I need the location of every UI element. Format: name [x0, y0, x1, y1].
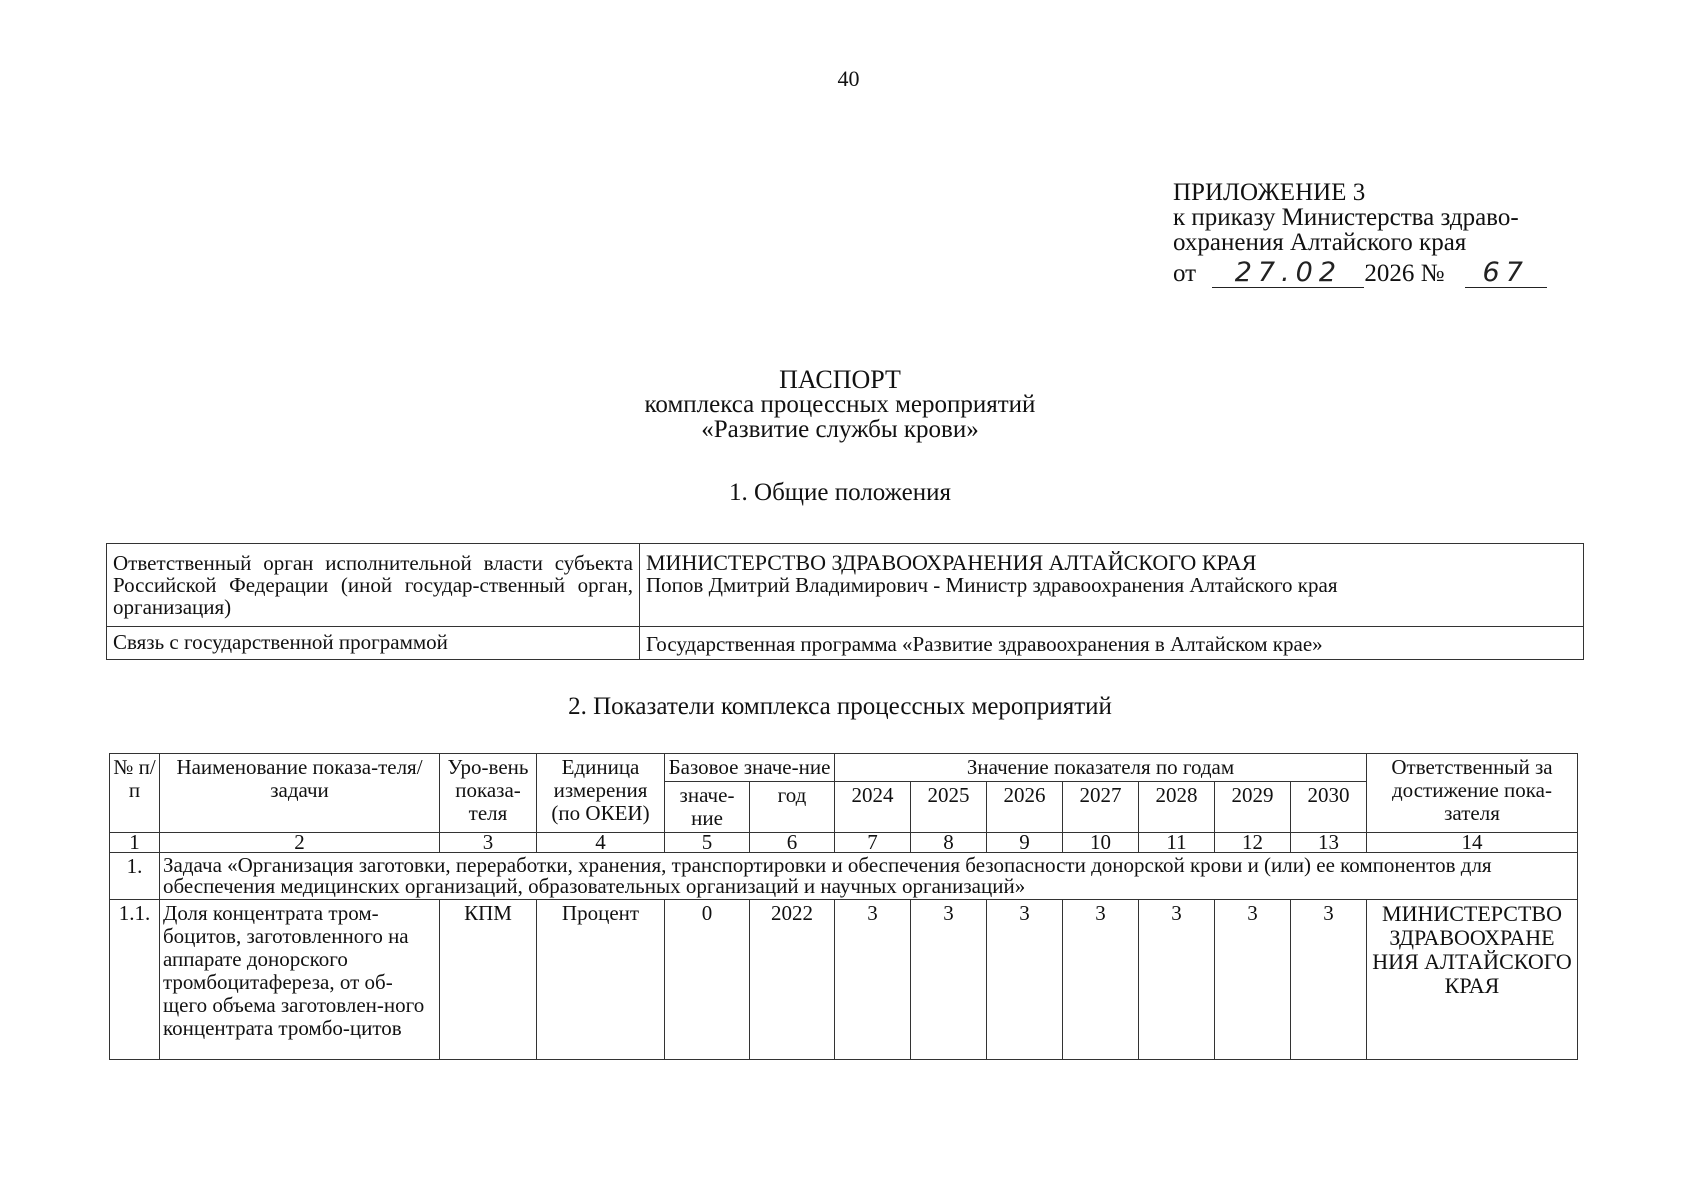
- header-base-year: год: [750, 782, 835, 833]
- handwritten-date: 27.02: [1212, 259, 1364, 288]
- column-number: 4: [537, 833, 665, 853]
- indicator-value-2028: 3: [1139, 900, 1215, 1060]
- column-numbers-row: [110, 833, 1578, 853]
- header-year-2024: 2024: [835, 782, 911, 833]
- ministry-name: МИНИСТЕРСТВО ЗДРАВООХРАНЕНИЯ АЛТАЙСКОГО КРАЯ: [646, 550, 1257, 575]
- indicator-name: Доля концентрата тром-боцитов, заготовленного на аппарате донорского тромбоцитафереза, от об-щего объема заготовлен-ного концентрата тромбо-цитов: [160, 900, 440, 1060]
- column-number: 8: [911, 833, 987, 853]
- column-number: 13: [1291, 833, 1367, 853]
- passport-title-block: [0, 367, 1680, 442]
- indicator-value-2030: 3: [1291, 900, 1367, 1060]
- indicator-num: 1.1.: [110, 900, 160, 1060]
- indicator-responsible: МИНИСТЕРСТВО ЗДРАВООХРАНЕ НИЯ АЛТАЙСКОГО КРАЯ: [1367, 900, 1578, 1060]
- section-1-title: 1. Общие положения: [729, 479, 951, 506]
- responsible-body-label: Ответственный орган исполнительной власти субъекта Российской Федерации (иной государ-ственный орган, организация): [107, 544, 640, 627]
- appendix-line-1: к приказу Министерства здраво-: [1173, 204, 1519, 231]
- indicator-value-2027: 3: [1063, 900, 1139, 1060]
- indicator-row: [110, 900, 1578, 1060]
- header-year-2030: 2030: [1291, 782, 1367, 833]
- header-name: Наименование показа-теля/задачи: [160, 754, 440, 833]
- header-year-2027: 2027: [1063, 782, 1139, 833]
- task-row: [110, 853, 1578, 900]
- minister-name: Попов Дмитрий Владимирович - Министр здравоохранения Алтайского края: [646, 573, 1338, 597]
- column-number: 3: [440, 833, 537, 853]
- section-2-title: 2. Показатели комплекса процессных мероприятий: [568, 693, 1112, 720]
- from-label: от: [1173, 260, 1197, 287]
- column-number: 2: [160, 833, 440, 853]
- appendix-line-2: охранения Алтайского края: [1173, 229, 1467, 256]
- indicator-value-2025: 3: [911, 900, 987, 1060]
- column-number: 6: [750, 833, 835, 853]
- passport-title: ПАСПОРТ: [779, 365, 901, 394]
- indicator-level: КПМ: [440, 900, 537, 1060]
- header-year-2028: 2028: [1139, 782, 1215, 833]
- indicator-unit: Процент: [537, 900, 665, 1060]
- indicator-value-2024: 3: [835, 900, 911, 1060]
- column-number: 10: [1063, 833, 1139, 853]
- indicator-value-2029: 3: [1215, 900, 1291, 1060]
- table-row: [107, 627, 1584, 660]
- column-number: 7: [835, 833, 911, 853]
- table-header-row: [110, 754, 1578, 782]
- handwritten-number: 67: [1465, 259, 1547, 288]
- header-num: № п/п: [110, 754, 160, 833]
- column-number: 9: [987, 833, 1063, 853]
- header-by-years: Значение показателя по годам: [835, 754, 1367, 782]
- program-link-value: Государственная программа «Развитие здравоохранения в Алтайском крае»: [640, 627, 1584, 660]
- program-link-label: Связь с государственной программой: [107, 627, 640, 660]
- column-number: 1: [110, 833, 160, 853]
- column-number: 11: [1139, 833, 1215, 853]
- header-year-2026: 2026: [987, 782, 1063, 833]
- indicator-base-value: 0: [665, 900, 750, 1060]
- passport-subtitle-2: «Развитие службы крови»: [701, 416, 979, 443]
- task-text: Задача «Организация заготовки, переработки, хранения, транспортировки и обеспечения безопасности донорской крови и (или) ее компонентов для обеспечения медицинских организаций, образовательных организаций и научных организаций»: [160, 853, 1578, 900]
- appendix-block: [1173, 180, 1547, 288]
- header-base-value: значе-ние: [665, 782, 750, 833]
- column-number: 5: [665, 833, 750, 853]
- header-unit: Единица измерения (по ОКЕИ): [537, 754, 665, 833]
- passport-subtitle-1: комплекса процессных мероприятий: [644, 391, 1036, 418]
- header-base: Базовое значе-ние: [665, 754, 835, 782]
- responsible-body-value: [640, 544, 1584, 627]
- year-number-label: 2026 №: [1364, 260, 1445, 287]
- table-row: [107, 544, 1584, 627]
- appendix-date-line: [1173, 259, 1547, 288]
- page-number: 40: [837, 66, 860, 91]
- header-year-2029: 2029: [1215, 782, 1291, 833]
- indicator-value-2026: 3: [987, 900, 1063, 1060]
- header-responsible: Ответственный за достижение пока-зателя: [1367, 754, 1578, 833]
- column-number: 12: [1215, 833, 1291, 853]
- column-number: 14: [1367, 833, 1578, 853]
- header-year-2025: 2025: [911, 782, 987, 833]
- header-level: Уро-вень показа-теля: [440, 754, 537, 833]
- appendix-title: ПРИЛОЖЕНИЕ 3: [1173, 179, 1366, 206]
- task-num: 1.: [110, 853, 160, 900]
- indicator-base-year: 2022: [750, 900, 835, 1060]
- indicators-table: [109, 753, 1578, 1060]
- general-provisions-table: [106, 543, 1584, 660]
